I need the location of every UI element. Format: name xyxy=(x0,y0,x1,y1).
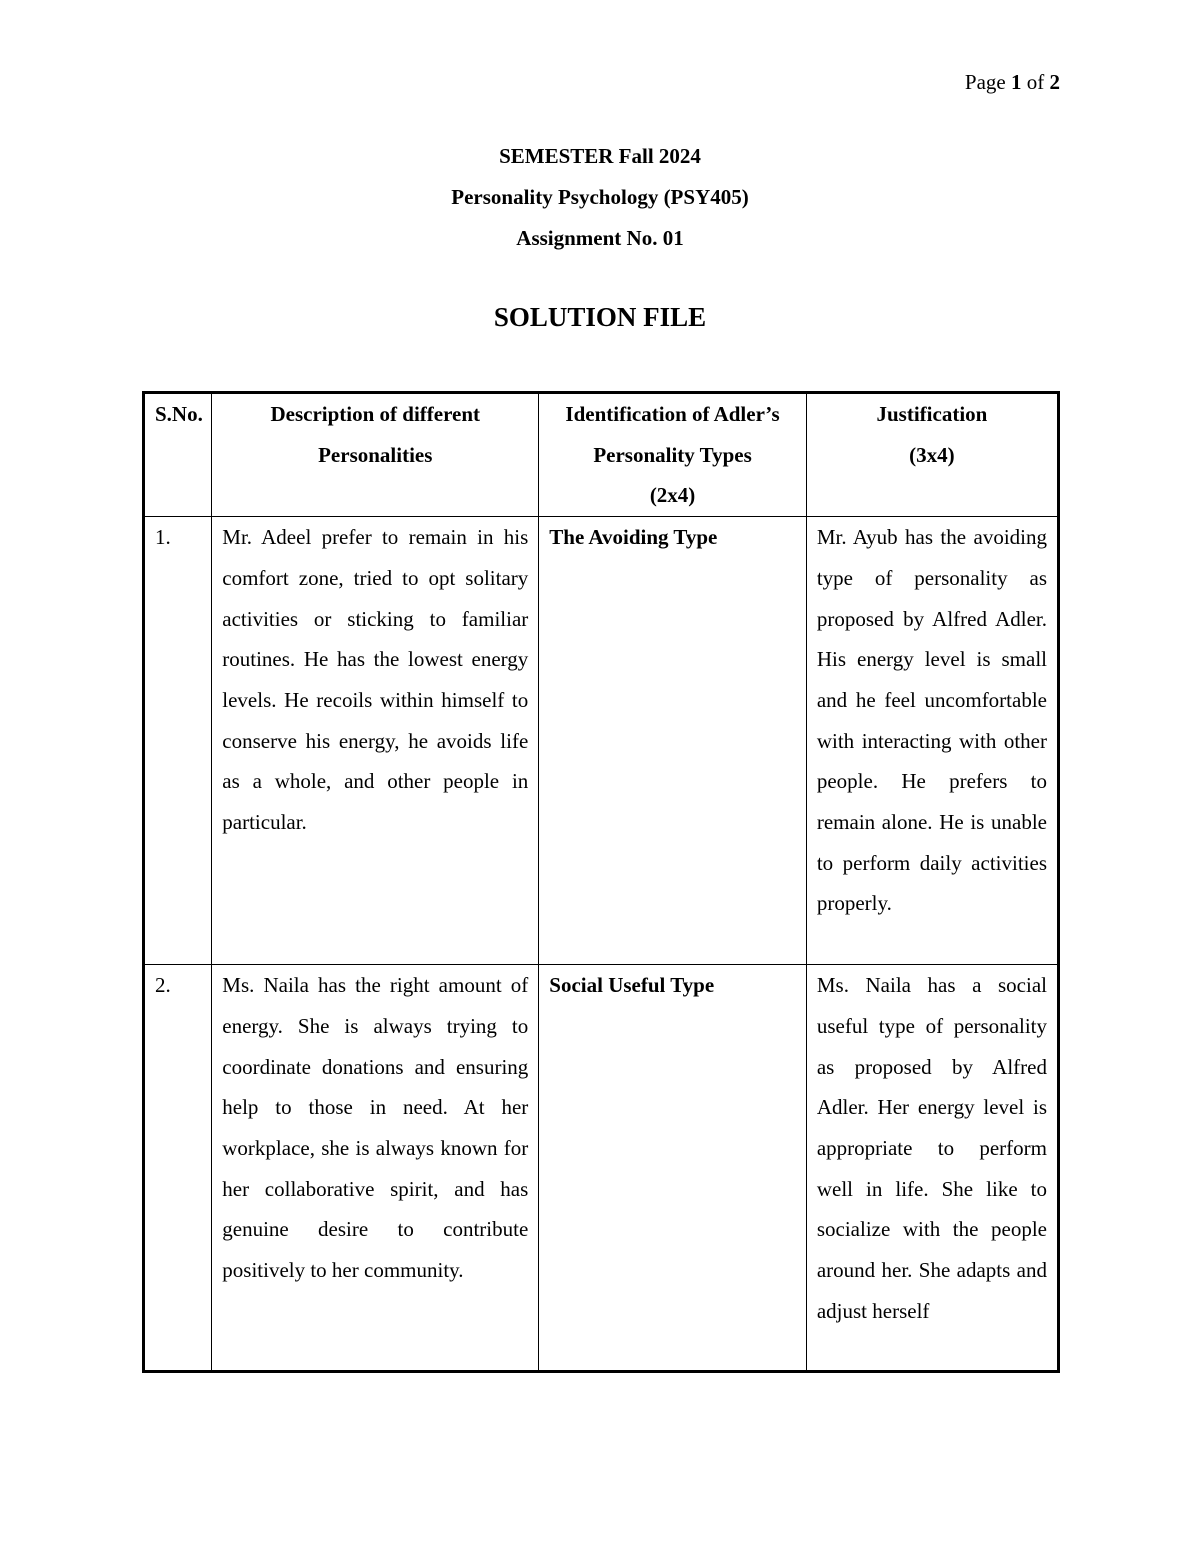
row-justification: Ms. Naila has a social useful type of personality as proposed by Alfred Adler. Her energy level is appropriate to perform well in life. She like to socialize with the people around her. She adapts and adjust herself xyxy=(806,965,1058,1372)
row-sno: 2. xyxy=(144,965,212,1372)
header-type xyxy=(539,393,807,517)
assignment-heading: Assignment No. 01 xyxy=(516,226,684,250)
answers-table xyxy=(142,391,1060,1373)
header-description xyxy=(212,393,539,517)
table-header-row xyxy=(144,393,1059,517)
page-title: SOLUTION FILE xyxy=(493,302,707,332)
page-number-total: 2 xyxy=(1049,70,1060,94)
header-justification-line1: Justification xyxy=(876,402,988,426)
page-number xyxy=(965,70,1060,95)
page-number-middle: of xyxy=(1021,70,1050,94)
page-number-current: 1 xyxy=(1011,70,1022,94)
row-personality-type: Social Useful Type xyxy=(539,965,807,1372)
page-number-prefix: Page xyxy=(964,70,1011,94)
table-row xyxy=(144,517,1059,965)
header-type-line1: Identification of Adler’s xyxy=(565,402,780,426)
row-description: Mr. Adeel prefer to remain in his comfort zone, tried to opt solitary activities or sticking to familiar routines. He has the lowest energy levels. He recoils within himself to conserve his energy, he avoids life as a whole, and other people in particular. xyxy=(212,517,539,965)
table-row xyxy=(144,965,1059,1372)
header-justification xyxy=(806,393,1058,517)
header-sno-label: S.No. xyxy=(155,402,203,426)
document-header xyxy=(0,140,1200,263)
header-description-line1: Description of different xyxy=(270,402,481,426)
header-sno xyxy=(144,393,212,517)
header-description-line2: Personalities xyxy=(318,442,433,467)
row-description: Ms. Naila has the right amount of energy. She is always trying to coordinate donations and ensuring help to those in need. At her workplace, she is always known for her collaborative spirit, and has genuine desire to contribute positively to her community. xyxy=(212,965,539,1372)
header-type-line3: (2x4) xyxy=(649,483,696,508)
semester-heading: SEMESTER Fall 2024 xyxy=(499,144,701,168)
course-heading: Personality Psychology (PSY405) xyxy=(451,185,749,209)
row-sno: 1. xyxy=(144,517,212,965)
row-personality-type: The Avoiding Type xyxy=(539,517,807,965)
header-type-line2: Personality Types xyxy=(593,442,752,467)
row-justification: Mr. Ayub has the avoiding type of personality as proposed by Alfred Adler. His energy level is small and he feel uncomfortable with interacting with other people. He prefers to remain alone. He is unable to perform daily activities properly. xyxy=(806,517,1058,965)
header-justification-line2: (3x4) xyxy=(909,442,955,467)
